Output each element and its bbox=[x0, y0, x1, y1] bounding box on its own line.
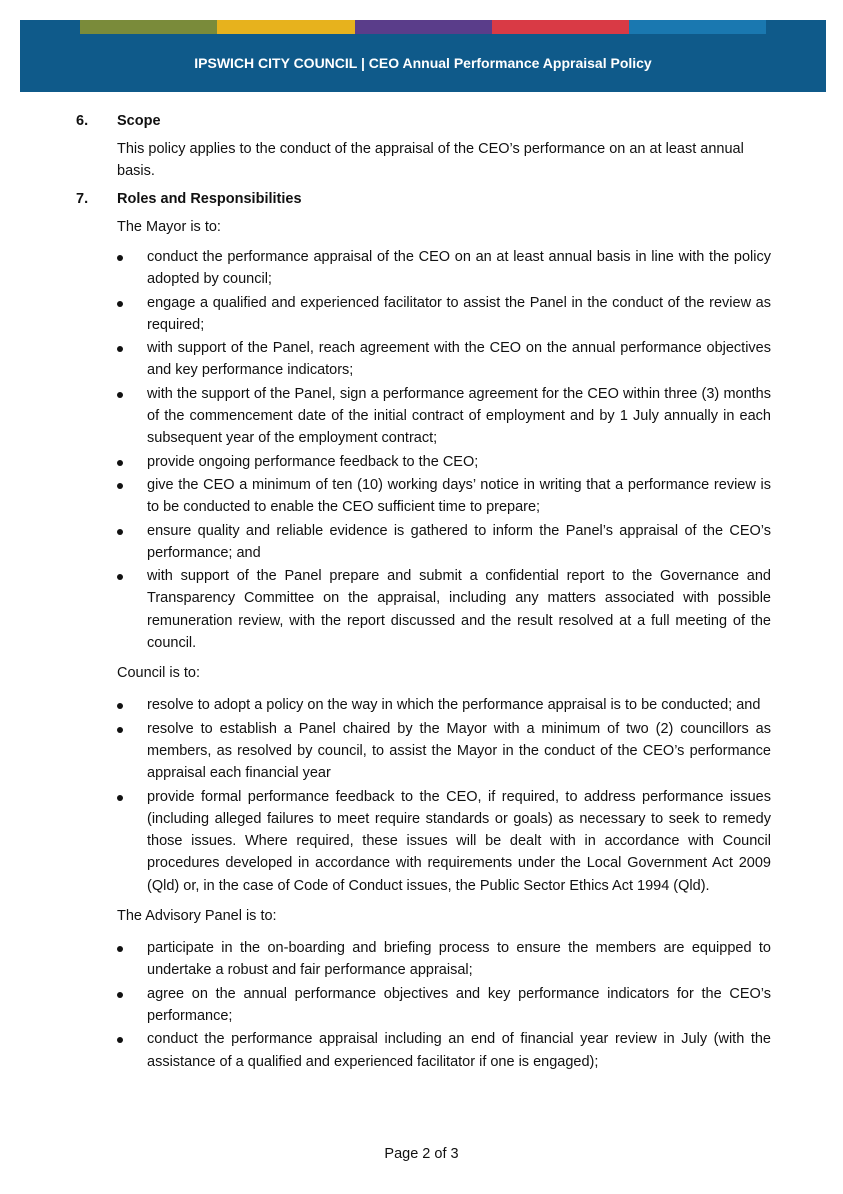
list-item: resolve to establish a Panel chaired by the Mayor with a minimum of two (2) councillors as members, as resolved by council, to assist the Mayor in the conduct of the CEO’s performance appraisal each financial year bbox=[117, 718, 771, 785]
bullet-icon bbox=[117, 574, 123, 580]
bullet-icon bbox=[117, 301, 123, 307]
bullet-icon bbox=[117, 703, 123, 709]
list-item: conduct the performance appraisal including an end of financial year review in July (with the assistance of a qualified and experienced facilitator if one is engaged); bbox=[117, 1028, 771, 1073]
section-number: 6. bbox=[76, 113, 89, 129]
bullet-icon bbox=[117, 529, 123, 535]
bullet-icon bbox=[117, 1037, 123, 1043]
section-scope bbox=[76, 110, 771, 182]
council-responsibilities-list bbox=[117, 694, 771, 897]
mayor-responsibilities-list bbox=[117, 246, 771, 654]
section-roles bbox=[76, 188, 771, 1073]
section-number: 7. bbox=[76, 191, 89, 207]
list-item: with support of the Panel prepare and submit a confidential report to the Governance and Transparency Committee on the appraisal, including any matters associated with possible remuneration review, with the report discussed and the result resolved at a full meeting of the council. bbox=[117, 565, 771, 654]
council-intro: Council is to: bbox=[117, 665, 201, 682]
document-body bbox=[0, 110, 843, 1074]
section-heading bbox=[76, 188, 771, 210]
header-title: IPSWICH CITY COUNCIL | CEO Annual Performance Appraisal Policy bbox=[194, 55, 652, 71]
bullet-icon bbox=[117, 795, 123, 801]
list-item: provide ongoing performance feedback to the CEO; bbox=[117, 451, 771, 473]
section-title: Roles and Responsibilities bbox=[117, 191, 302, 207]
list-item: ensure quality and reliable evidence is gathered to inform the Panel’s appraisal of the CEO’s performance; and bbox=[117, 520, 771, 565]
bullet-icon bbox=[117, 946, 123, 952]
bullet-icon bbox=[117, 392, 123, 398]
section-title: Scope bbox=[117, 113, 161, 129]
list-item: engage a qualified and experienced facilitator to assist the Panel in the conduct of the review as required; bbox=[117, 292, 771, 337]
list-item: resolve to adopt a policy on the way in which the performance appraisal is to be conducted; and bbox=[117, 694, 771, 716]
advisory-panel-intro: The Advisory Panel is to: bbox=[117, 908, 277, 925]
bullet-icon bbox=[117, 460, 123, 466]
list-item: participate in the on-boarding and briefing process to ensure the members are equipped to undertake a robust and fair performance appraisal; bbox=[117, 937, 771, 982]
list-item: agree on the annual performance objectives and key performance indicators for the CEO’s performance; bbox=[117, 983, 771, 1028]
list-item: with the support of the Panel, sign a performance agreement for the CEO within three (3) months of the commencement date of the initial contract of employment and by 1 July annually in each subsequent year of the employment contract; bbox=[117, 383, 771, 450]
bullet-icon bbox=[117, 346, 123, 352]
mayor-intro: The Mayor is to: bbox=[117, 219, 221, 235]
section-heading bbox=[76, 110, 771, 132]
advisory-panel-responsibilities-list bbox=[117, 937, 771, 1073]
list-item: provide formal performance feedback to the CEO, if required, to address performance issues (including alleged failures to meet require standards or goals) as necessary to seek to remedy those issues. Where required, these issues will be dealt with in accordance with Council procedures developed in accordance with requirements under the Local Government Act 2009 (Qld) or, in the case of Code of Conduct issues, the Public Sector Ethics Act 1994 (Qld). bbox=[117, 786, 771, 897]
bullet-icon bbox=[117, 992, 123, 998]
list-item: with support of the Panel, reach agreement with the CEO on the annual performance objectives and key performance indicators; bbox=[117, 337, 771, 382]
list-item: conduct the performance appraisal of the CEO on an at least annual basis in line with the policy adopted by council; bbox=[117, 246, 771, 291]
bullet-icon bbox=[117, 483, 123, 489]
page-number: Page 2 of 3 bbox=[384, 1146, 459, 1162]
list-item: give the CEO a minimum of ten (10) working days’ notice in writing that a performance review is to be conducted to enable the CEO sufficient time to prepare; bbox=[117, 474, 771, 519]
bullet-icon bbox=[117, 727, 123, 733]
bullet-icon bbox=[117, 255, 123, 261]
section-paragraph: This policy applies to the conduct of the appraisal of the CEO’s performance on an at least annual basis. bbox=[117, 141, 744, 179]
